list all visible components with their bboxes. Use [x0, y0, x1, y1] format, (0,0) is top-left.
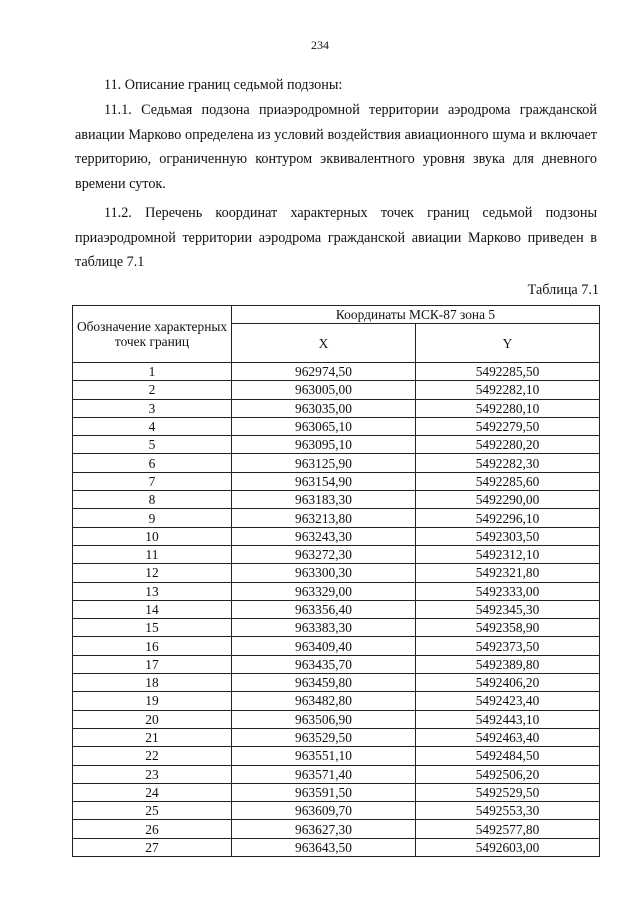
header-coordinate-system: Координаты МСК-87 зона 5 [232, 306, 600, 324]
cell-y: 5492423,40 [416, 692, 600, 710]
cell-y: 5492345,30 [416, 600, 600, 618]
cell-y: 5492553,30 [416, 802, 600, 820]
cell-y: 5492285,50 [416, 363, 600, 381]
cell-x: 963183,30 [232, 491, 416, 509]
table-row [73, 765, 600, 783]
cell-y: 5492484,50 [416, 747, 600, 765]
cell-y: 5492279,50 [416, 417, 600, 435]
cell-y: 5492373,50 [416, 637, 600, 655]
table-row [73, 728, 600, 746]
cell-y: 5492389,80 [416, 655, 600, 673]
header-x: X [232, 324, 416, 363]
cell-y: 5492282,30 [416, 454, 600, 472]
cell-x: 963571,40 [232, 765, 416, 783]
cell-x: 963005,00 [232, 381, 416, 399]
cell-point-number: 6 [73, 454, 232, 472]
table-row [73, 564, 600, 582]
cell-y: 5492577,80 [416, 820, 600, 838]
cell-y: 5492290,00 [416, 491, 600, 509]
cell-point-number: 23 [73, 765, 232, 783]
cell-point-number: 5 [73, 436, 232, 454]
table-row [73, 582, 600, 600]
cell-x: 963065,10 [232, 417, 416, 435]
cell-x: 963272,30 [232, 545, 416, 563]
cell-x: 963591,50 [232, 783, 416, 801]
table-row [73, 637, 600, 655]
table-row [73, 838, 600, 856]
cell-x: 963356,40 [232, 600, 416, 618]
cell-point-number: 25 [73, 802, 232, 820]
paragraph-subzone-description: 11.1. Седьмая подзона приаэродромной территории аэродрома гражданской авиации Марково определена из условий воздействия авиационного шума и включает территорию, ограниченную контуром эквивалентного уровня звука для дневного времени суток. [75, 102, 597, 193]
table-row [73, 619, 600, 637]
cell-y: 5492406,20 [416, 674, 600, 692]
cell-x: 963213,80 [232, 509, 416, 527]
cell-x: 963459,80 [232, 674, 416, 692]
cell-point-number: 16 [73, 637, 232, 655]
cell-y: 5492280,10 [416, 399, 600, 417]
cell-point-number: 26 [73, 820, 232, 838]
cell-point-number: 22 [73, 747, 232, 765]
table-row [73, 381, 600, 399]
cell-point-number: 18 [73, 674, 232, 692]
cell-x: 963529,50 [232, 728, 416, 746]
cell-x: 963125,90 [232, 454, 416, 472]
table-row [73, 802, 600, 820]
table-row [73, 747, 600, 765]
cell-y: 5492333,00 [416, 582, 600, 600]
table-row [73, 509, 600, 527]
table-row [73, 363, 600, 381]
cell-point-number: 20 [73, 710, 232, 728]
table-row [73, 674, 600, 692]
cell-point-number: 14 [73, 600, 232, 618]
table-row [73, 454, 600, 472]
cell-y: 5492321,80 [416, 564, 600, 582]
cell-point-number: 24 [73, 783, 232, 801]
cell-point-number: 4 [73, 417, 232, 435]
cell-y: 5492443,10 [416, 710, 600, 728]
cell-y: 5492529,50 [416, 783, 600, 801]
cell-y: 5492603,00 [416, 838, 600, 856]
cell-x: 963035,00 [232, 399, 416, 417]
cell-x: 962974,50 [232, 363, 416, 381]
cell-point-number: 3 [73, 399, 232, 417]
cell-x: 963300,30 [232, 564, 416, 582]
table-row [73, 417, 600, 435]
cell-x: 963154,90 [232, 472, 416, 490]
table-header [73, 306, 600, 363]
table-row [73, 545, 600, 563]
cell-point-number: 2 [73, 381, 232, 399]
cell-y: 5492282,10 [416, 381, 600, 399]
header-point-designation: Обозначение характерных точек границ [73, 306, 232, 363]
table-body [73, 363, 600, 857]
cell-y: 5492303,50 [416, 527, 600, 545]
table-row [73, 820, 600, 838]
cell-point-number: 10 [73, 527, 232, 545]
cell-x: 963243,30 [232, 527, 416, 545]
cell-x: 963506,90 [232, 710, 416, 728]
cell-y: 5492280,20 [416, 436, 600, 454]
table-row [73, 783, 600, 801]
header-y: Y [416, 324, 600, 363]
cell-point-number: 12 [73, 564, 232, 582]
cell-point-number: 9 [73, 509, 232, 527]
cell-point-number: 27 [73, 838, 232, 856]
cell-x: 963435,70 [232, 655, 416, 673]
cell-y: 5492312,10 [416, 545, 600, 563]
table-caption: Таблица 7.1 [527, 282, 599, 298]
header-row-top [73, 306, 600, 324]
cell-x: 963643,50 [232, 838, 416, 856]
cell-point-number: 15 [73, 619, 232, 637]
cell-point-number: 1 [73, 363, 232, 381]
table-row [73, 600, 600, 618]
cell-point-number: 19 [73, 692, 232, 710]
page-number: 234 [311, 38, 329, 52]
table-row [73, 472, 600, 490]
cell-x: 963409,40 [232, 637, 416, 655]
cell-point-number: 11 [73, 545, 232, 563]
cell-x: 963383,30 [232, 619, 416, 637]
section-heading: 11. Описание границ седьмой подзоны: [104, 77, 343, 93]
cell-point-number: 7 [73, 472, 232, 490]
table-row [73, 436, 600, 454]
cell-x: 963095,10 [232, 436, 416, 454]
table-row [73, 527, 600, 545]
table-row [73, 491, 600, 509]
cell-x: 963329,00 [232, 582, 416, 600]
cell-y: 5492358,90 [416, 619, 600, 637]
paragraph-coordinates-intro: 11.2. Перечень координат характерных точек границ седьмой подзоны приаэродромной территории аэродрома гражданской авиации Марково приведен в таблице 7.1 [75, 205, 597, 271]
cell-x: 963482,80 [232, 692, 416, 710]
cell-x: 963551,10 [232, 747, 416, 765]
cell-point-number: 21 [73, 728, 232, 746]
table-row [73, 399, 600, 417]
cell-x: 963627,30 [232, 820, 416, 838]
cell-y: 5492463,40 [416, 728, 600, 746]
cell-point-number: 13 [73, 582, 232, 600]
coordinates-table [72, 305, 600, 857]
table-row [73, 655, 600, 673]
table-row [73, 692, 600, 710]
cell-point-number: 8 [73, 491, 232, 509]
cell-y: 5492506,20 [416, 765, 600, 783]
cell-y: 5492296,10 [416, 509, 600, 527]
cell-x: 963609,70 [232, 802, 416, 820]
cell-y: 5492285,60 [416, 472, 600, 490]
table-row [73, 710, 600, 728]
cell-point-number: 17 [73, 655, 232, 673]
